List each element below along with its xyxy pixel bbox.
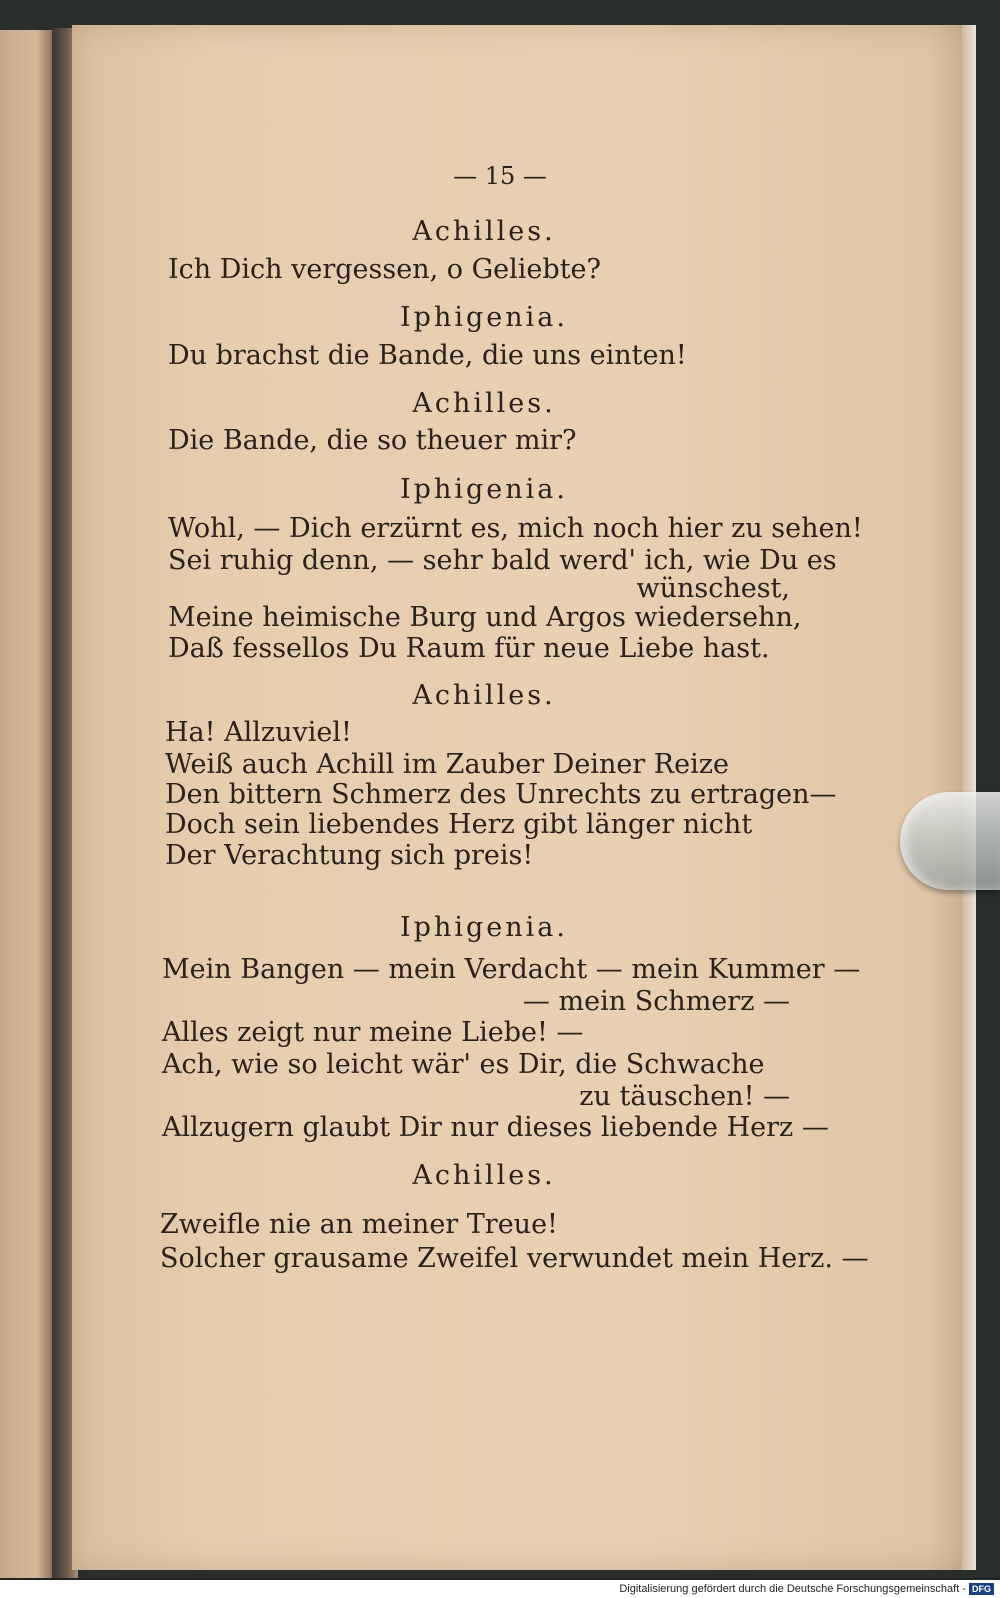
- verse-line: Allzugern glaubt Dir nur dieses liebende Herz —: [162, 1112, 829, 1143]
- verse-line: Solcher grausame Zweifel verwundet mein Herz. —: [160, 1243, 869, 1274]
- verse-line: Der Verachtung sich preis!: [165, 840, 534, 871]
- verse-line: Mein Bangen — mein Verdacht — mein Kummer —: [162, 954, 861, 985]
- verse-line: Weiß auch Achill im Zauber Deiner Reize: [165, 749, 729, 780]
- verse-line: wünschest,: [636, 573, 790, 604]
- verse-line: Ach, wie so leicht wär' es Dir, die Schwache: [162, 1049, 765, 1080]
- verse-line: — mein Schmerz —: [522, 986, 790, 1017]
- page-number: — 15 —: [453, 162, 547, 190]
- verse-line: Ha! Allzuviel!: [165, 717, 352, 748]
- speaker-name: Achilles.: [412, 388, 556, 419]
- verse-line: zu täuschen! —: [579, 1081, 790, 1112]
- verse-line: Daß fessellos Du Raum für neue Liebe hast.: [168, 633, 770, 664]
- speaker-name: Achilles.: [412, 1160, 556, 1191]
- left-page-edge: [0, 30, 52, 1578]
- footer-text: Digitalisierung gefördert durch die Deutsche Forschungsgemeinschaft -: [619, 1583, 966, 1595]
- dfg-logo: DFG: [969, 1583, 994, 1595]
- verse-line: Du brachst die Bande, die uns einten!: [168, 340, 687, 371]
- speaker-name: Iphigenia.: [400, 474, 568, 505]
- verse-line: Ich Dich vergessen, o Geliebte?: [168, 254, 602, 285]
- verse-line: Alles zeigt nur meine Liebe! —: [162, 1017, 584, 1048]
- verse-line: Doch sein liebendes Herz gibt länger nicht: [165, 809, 753, 840]
- speaker-name: Iphigenia.: [400, 912, 568, 943]
- speaker-name: Achilles.: [412, 216, 556, 247]
- verse-line: Die Bande, die so theuer mir?: [168, 425, 577, 456]
- speaker-name: Iphigenia.: [400, 302, 568, 333]
- verse-line: Sei ruhig denn, — sehr bald werd' ich, wie Du es: [168, 545, 837, 576]
- page-clip: [900, 792, 1000, 890]
- verse-line: Wohl, — Dich erzürnt es, mich noch hier zu sehen!: [168, 513, 863, 544]
- digitization-footer: [0, 1580, 1000, 1598]
- verse-line: Zweifle nie an meiner Treue!: [160, 1209, 558, 1240]
- verse-line: Meine heimische Burg und Argos wiedersehn,: [168, 602, 802, 633]
- speaker-name: Achilles.: [412, 680, 556, 711]
- verse-line: Den bittern Schmerz des Unrechts zu ertragen—: [165, 779, 837, 810]
